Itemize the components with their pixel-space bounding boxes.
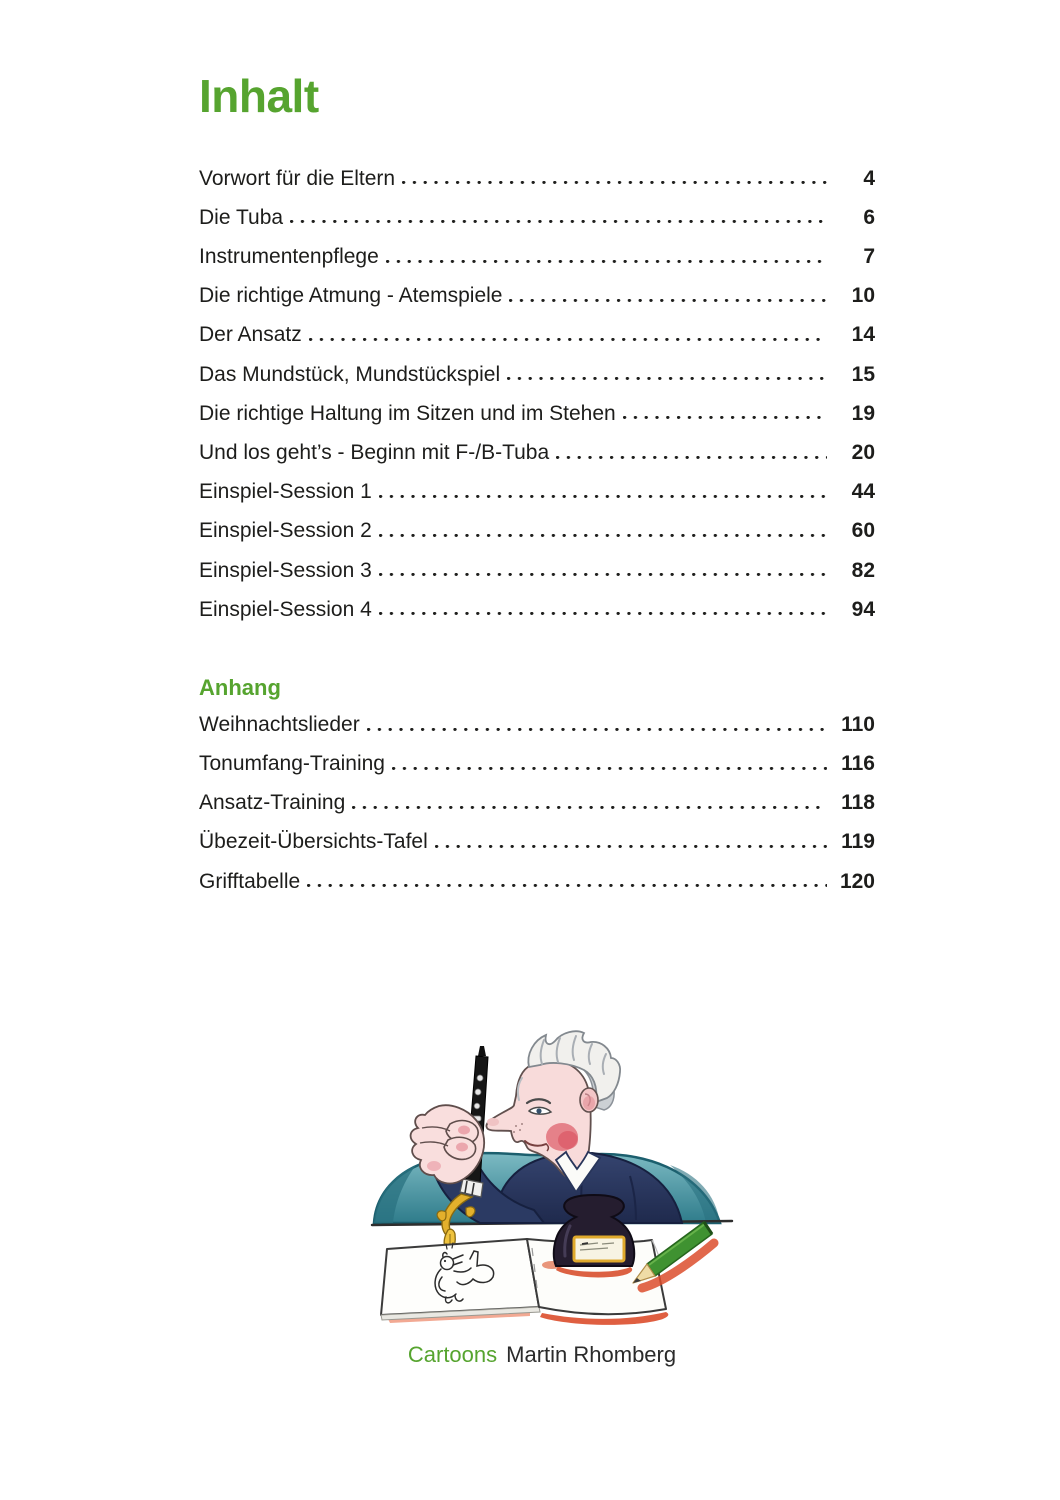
toc-entry-label: Und los geht’s - Beginn mit F-/B-Tuba [199,440,550,464]
toc-page-number: 119 [841,830,875,854]
toc-entry-label: Tonumfang-Training [199,752,385,776]
toc-entry-label: Die richtige Atmung - Atemspiele [199,284,503,308]
toc-entry-label: Einspiel-Session 2 [199,519,372,543]
toc-row [199,244,875,283]
toc-entry-label: Einspiel-Session 3 [199,558,372,582]
toc-row [199,869,875,908]
toc-leader-dots [386,259,827,263]
toc-leader-dots [402,181,827,185]
toc-page-number: 110 [841,712,875,736]
toc-page-number: 116 [841,752,875,776]
toc-page-number: 120 [839,869,875,893]
toc-row [199,829,875,868]
toc-page-number: 14 [851,323,875,347]
toc-leader-dots [290,220,827,224]
toc-page-number: 10 [851,284,875,308]
toc-page-number: 19 [851,401,875,425]
toc-leader-dots [379,612,827,616]
toc-page-number: 82 [851,558,875,582]
toc-row [199,440,875,479]
caption-name: Martin Rhomberg [506,1341,677,1367]
toc-row [199,790,875,829]
toc-row [199,322,875,361]
toc-page-number: 7 [863,245,875,269]
toc-leader-dots [392,766,827,770]
toc-page-number: 44 [851,480,875,504]
toc-entry-label: Ansatz-Training [199,791,346,815]
toc-page-number: 118 [841,791,875,815]
toc-row [199,166,875,205]
toc-page-number: 94 [851,597,875,621]
toc-leader-dots [623,416,827,420]
toc-row [199,205,875,244]
toc-leader-dots [509,298,827,302]
toc-page-number: 20 [851,440,875,464]
toc-entry-label: Die richtige Haltung im Sitzen und im Stehen [199,401,616,425]
toc-row [199,518,875,557]
toc-page-number: 60 [851,519,875,543]
illustration-caption [199,1342,875,1368]
toc-row [199,597,875,636]
toc-leader-dots [367,727,827,731]
toc-row [199,479,875,518]
toc-row [199,283,875,322]
toc-entry-label: Das Mundstück, Mundstückspiel [199,362,501,386]
toc-leader-dots [435,844,827,848]
artist-cartoon-illustration [330,1016,750,1326]
toc-row [199,751,875,790]
toc-entry-label: Grifftabelle [199,869,301,893]
caption-prefix: Cartoons [407,1341,498,1367]
toc-entry-label: Einspiel-Session 4 [199,597,372,621]
toc-leader-dots [379,573,827,577]
toc-row [199,362,875,401]
toc-leader-dots [309,337,827,341]
toc-leader-dots [556,455,827,459]
toc-page-number: 4 [863,166,875,190]
toc-leader-dots [307,884,827,888]
toc-entry-label: Der Ansatz [199,323,302,347]
toc-entry-label: Weihnachtslieder [199,712,360,736]
toc-entry-label: Instrumentenpflege [199,245,379,269]
toc-row [199,712,875,751]
toc-entry-label: Übezeit-Übersichts-Tafel [199,830,428,854]
toc-main-list [199,166,875,636]
toc-entry-label: Vorwort für die Eltern [199,166,396,190]
toc-row [199,401,875,440]
page-title: Inhalt [199,70,319,122]
page-content [199,0,875,1368]
toc-entry-label: Die Tuba [199,205,284,229]
toc-leader-dots [379,494,827,498]
toc-page-number: 15 [851,362,875,386]
toc-leader-dots [352,805,827,809]
toc-page-number: 6 [863,205,875,229]
toc-appendix-list [199,712,875,908]
toc-row [199,558,875,597]
appendix-heading: Anhang [199,674,281,700]
toc-entry-label: Einspiel-Session 1 [199,480,372,504]
toc-leader-dots [379,533,827,537]
toc-leader-dots [507,377,827,381]
